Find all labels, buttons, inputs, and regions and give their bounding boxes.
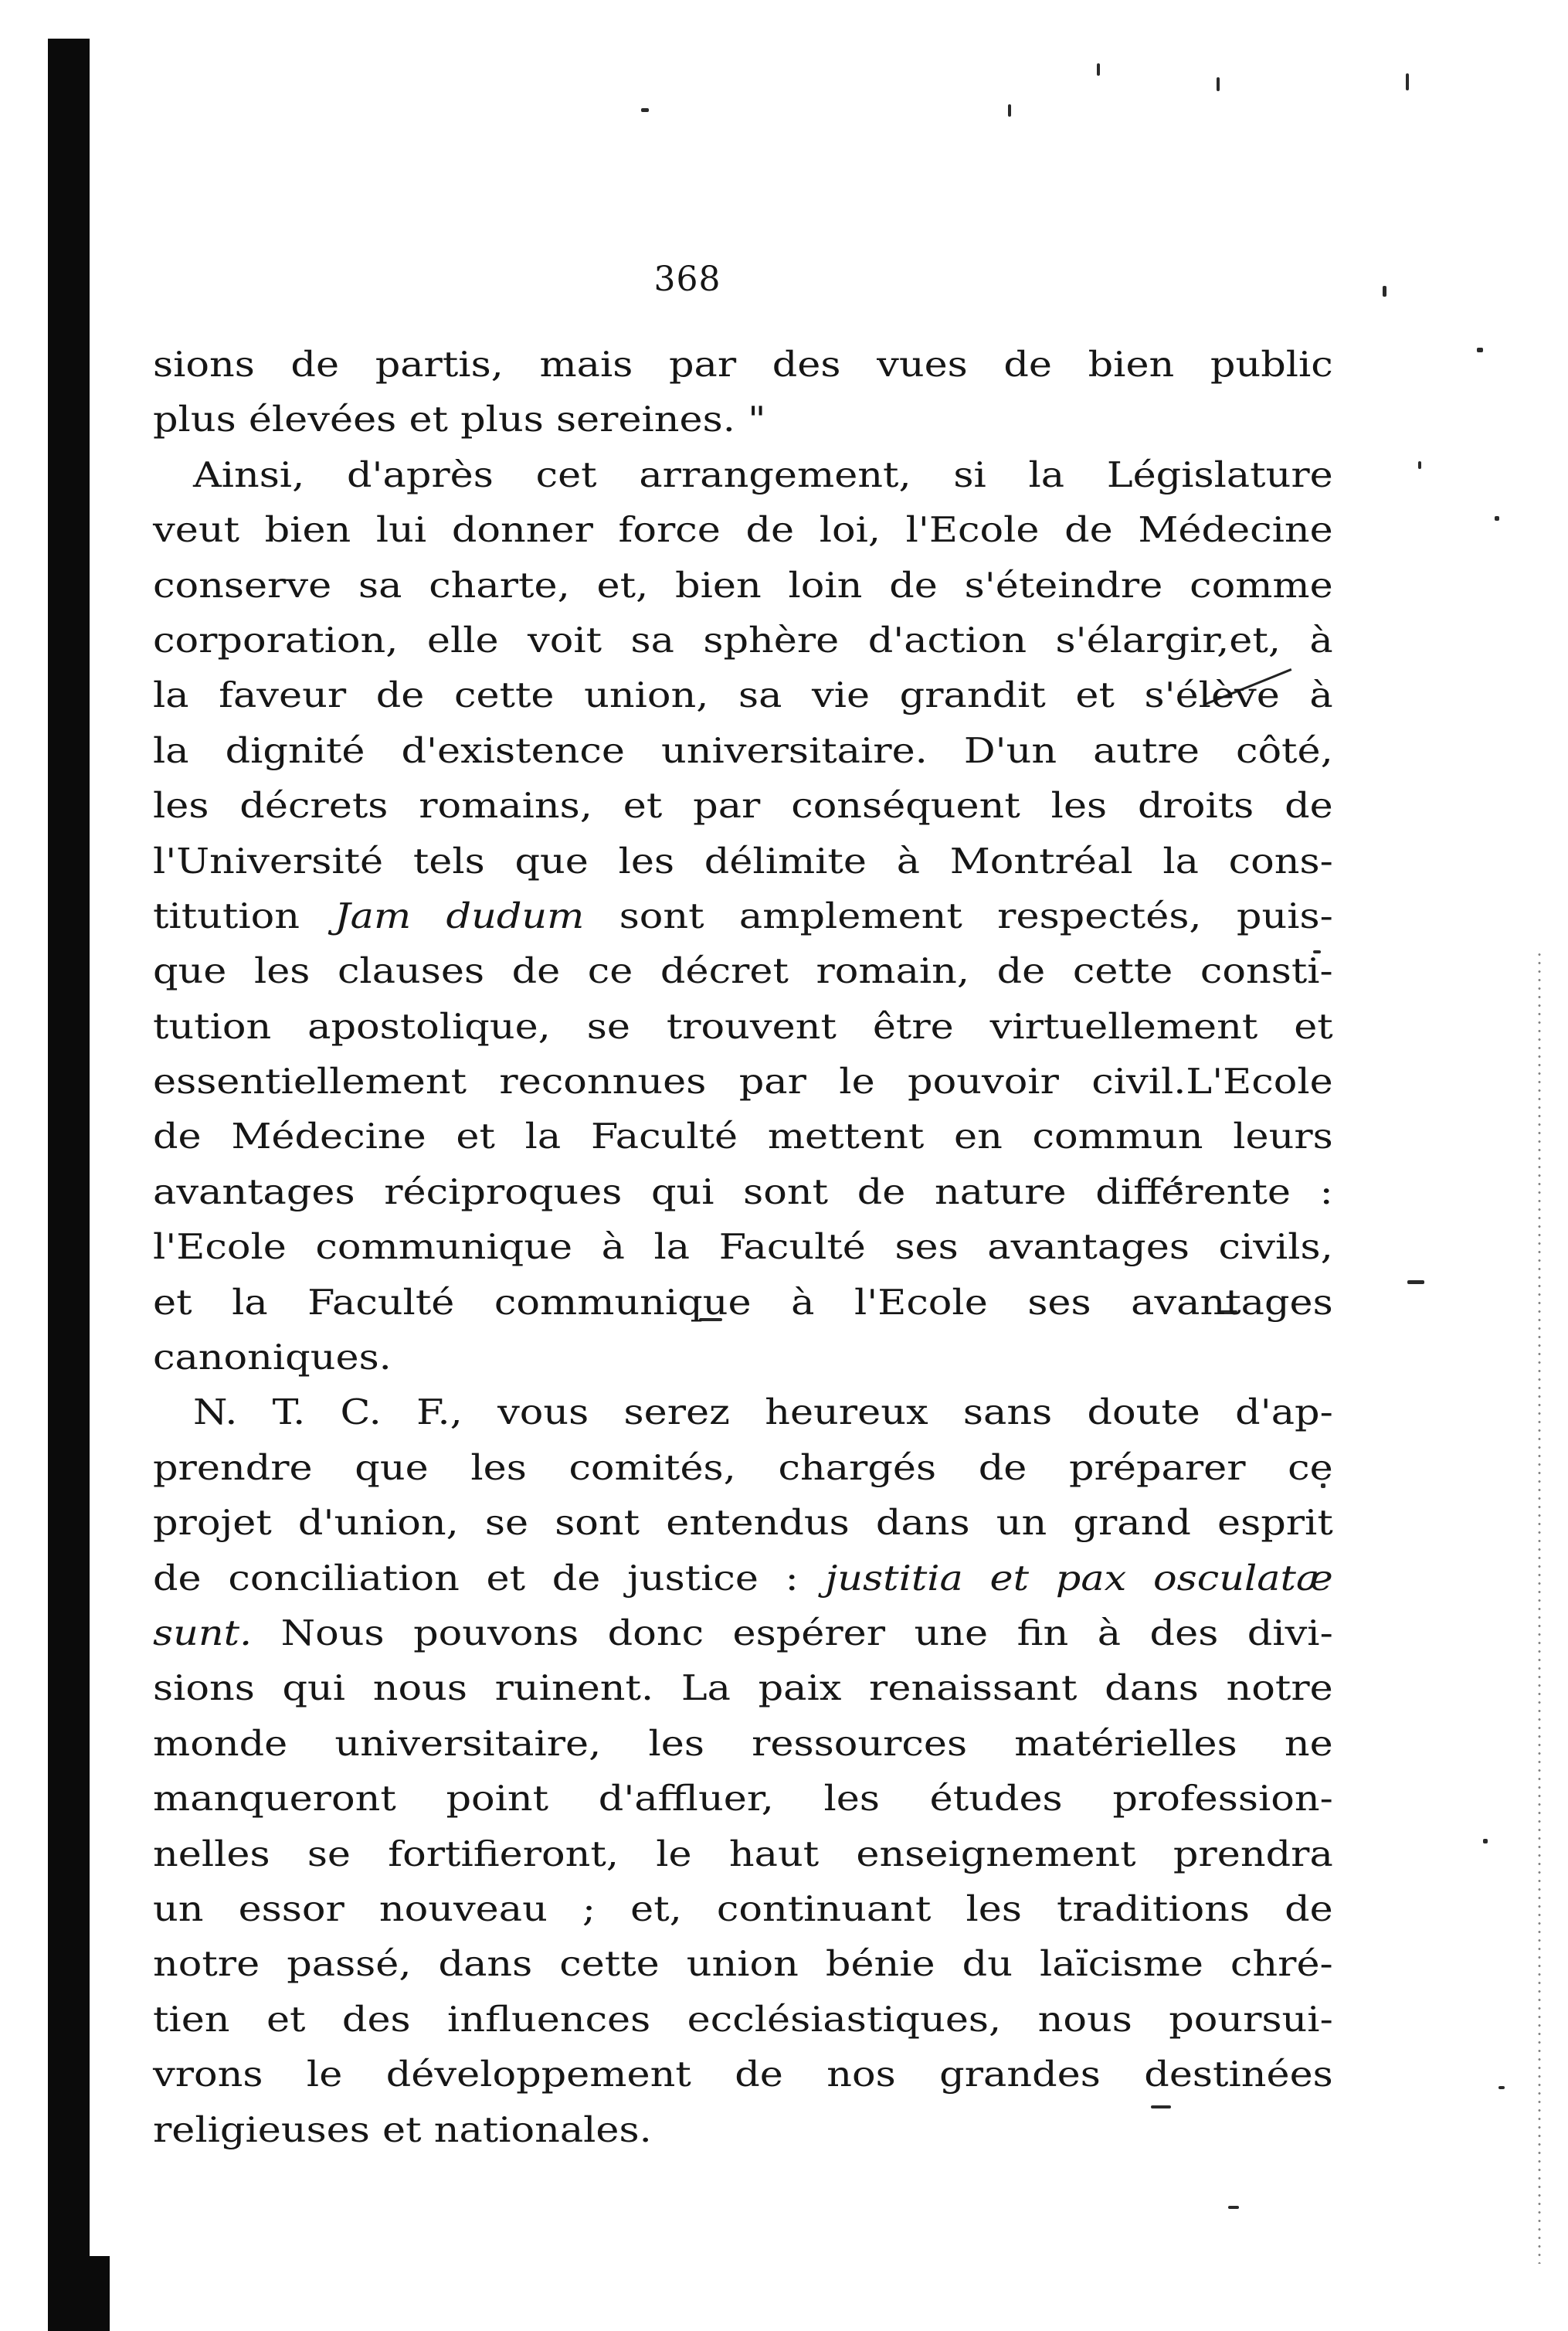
- text-line: [153, 1826, 1333, 1881]
- text-segment: projet d'union, se sont entendus dans un grand esprit: [153, 1502, 1333, 1544]
- text-segment: prendre que les comités, chargés de préparer ce: [153, 1446, 1333, 1488]
- text-line: [153, 2102, 1333, 2157]
- scan-speck: [1407, 1280, 1424, 1284]
- scan-binding-edge-bottom: [48, 2256, 110, 2331]
- text-line: [153, 1495, 1333, 1550]
- scan-speck: [1495, 516, 1499, 521]
- text-line: [153, 889, 1333, 943]
- text-line: [153, 2047, 1333, 2102]
- scan-speck: [1477, 348, 1483, 352]
- scan-edge-strip: [1536, 950, 1543, 2264]
- text-line: [153, 1054, 1333, 1109]
- text-line: [153, 392, 1333, 447]
- text-segment: plus élevées et plus sereines. ": [153, 399, 766, 440]
- italic-text: justitia et pax osculatæ: [825, 1557, 1333, 1599]
- text-segment: la dignité d'existence universitaire. D'un autre côté,: [153, 729, 1333, 771]
- text-segment: titution: [153, 895, 335, 936]
- text-segment: conserve sa charte, et, bien loin de s'éteindre comme: [153, 564, 1333, 606]
- scan-binding-edge: [48, 39, 90, 2331]
- text-line: [153, 1771, 1333, 1826]
- text-segment: et la Faculté communique à l'Ecole ses avantages: [153, 1281, 1333, 1323]
- text-line: [153, 778, 1333, 833]
- text-segment: Ainsi, d'après cet arrangement, si la Législature: [192, 454, 1333, 495]
- text-line: [153, 668, 1333, 722]
- text-segment: corporation, elle voit sa sphère d'action s'élargir,et, à: [153, 619, 1333, 661]
- italic-text: Jam dudum: [334, 895, 585, 936]
- scan-speck: [1418, 461, 1421, 469]
- scan-speck: [1097, 63, 1100, 76]
- text-segment: vrons le développement de nos grandes destinées: [153, 2054, 1333, 2095]
- text-segment: N. T. C. F., vous serez heureux sans doute d'ap-: [192, 1391, 1333, 1433]
- text-line: [153, 1219, 1333, 1274]
- scan-speck: [1498, 2086, 1505, 2089]
- text-segment: Nous pouvons donc espérer une fin à des divi-: [252, 1612, 1333, 1653]
- text-segment: que les clauses de ce décret romain, de cette consti-: [153, 950, 1333, 992]
- scan-speck: [641, 108, 649, 112]
- text-segment: notre passé, dans cette union bénie du laïcisme chré-: [153, 1943, 1333, 1985]
- text-line: [153, 1936, 1333, 1991]
- text-segment: monde universitaire, les ressources matérielles ne: [153, 1722, 1333, 1764]
- text-segment: l'Université tels que les délimite à Montréal la cons-: [153, 840, 1333, 882]
- page-number: 368: [653, 260, 721, 299]
- text-line: [153, 613, 1333, 668]
- text-line: [153, 1551, 1333, 1606]
- scan-speck: [1483, 1839, 1488, 1843]
- text-line: [153, 1385, 1333, 1439]
- text-line: [153, 1330, 1333, 1385]
- text-line: [153, 1109, 1333, 1164]
- scan-speck: [1217, 77, 1220, 91]
- text-line: [153, 558, 1333, 613]
- italic-text: sunt.: [153, 1612, 253, 1653]
- text-line: [153, 1606, 1333, 1660]
- text-line: [153, 834, 1333, 889]
- text-line: [153, 1440, 1333, 1495]
- scan-speck: [1406, 73, 1409, 90]
- text-line: [153, 1164, 1333, 1219]
- text-line: [153, 447, 1333, 502]
- text-line: [153, 943, 1333, 998]
- text-segment: les décrets romains, et par conséquent les droits de: [153, 785, 1333, 827]
- text-segment: canoniques.: [153, 1337, 392, 1378]
- text-line: [153, 723, 1333, 778]
- text-segment: sont amplement respectés, puis-: [584, 895, 1333, 936]
- text-segment: tien et des influences ecclésiastiques, nous poursui-: [153, 1998, 1333, 2040]
- text-segment: de Médecine et la Faculté mettent en commun leurs: [153, 1116, 1333, 1157]
- text-line: [153, 1881, 1333, 1936]
- text-segment: essentiellement reconnues par le pouvoir civil.L'Ecole: [153, 1061, 1333, 1103]
- text-line: [153, 1992, 1333, 2047]
- text-line: [153, 502, 1333, 557]
- text-segment: nelles se fortifieront, le haut enseignement prendra: [153, 1833, 1333, 1874]
- scan-speck: [1383, 286, 1386, 297]
- text-line: [153, 999, 1333, 1054]
- text-segment: sions de partis, mais par des vues de bien public: [153, 344, 1333, 385]
- text-line: [153, 337, 1333, 392]
- text-segment: tution apostolique, se trouvent être virtuellement et: [153, 1005, 1333, 1047]
- text-segment: un essor nouveau ; et, continuant les traditions de: [153, 1888, 1333, 1929]
- text-segment: de conciliation et de justice :: [153, 1557, 826, 1599]
- text-segment: religieuses et nationales.: [153, 2108, 652, 2150]
- text-line: [153, 1275, 1333, 1330]
- text-segment: sions qui nous ruinent. La paix renaissant dans notre: [153, 1667, 1333, 1709]
- text-segment: l'Ecole communique à la Faculté ses avantages civils,: [153, 1226, 1333, 1268]
- scan-speck: [1008, 104, 1011, 117]
- text-line: [153, 1660, 1333, 1715]
- text-segment: avantages réciproques qui sont de nature différente :: [153, 1171, 1333, 1212]
- text-segment: manqueront point d'affluer, les études profession-: [153, 1778, 1333, 1820]
- text-line: [153, 1716, 1333, 1771]
- body-text: [153, 337, 1333, 2157]
- text-segment: veut bien lui donner force de loi, l'Ecole de Médecine: [153, 509, 1333, 551]
- text-segment: la faveur de cette union, sa vie grandit et s'élève à: [153, 674, 1333, 716]
- scan-speck: [1228, 2206, 1239, 2209]
